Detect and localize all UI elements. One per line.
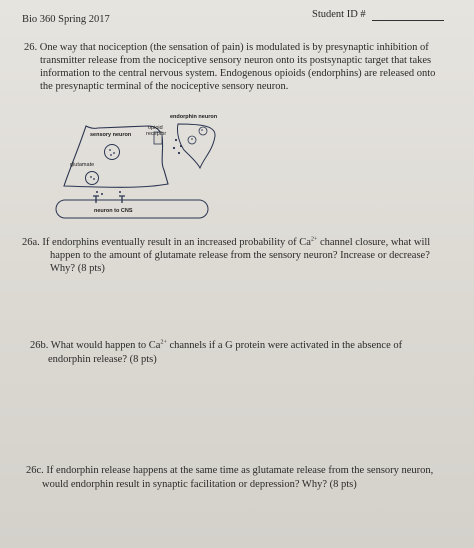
q26a-line-3: Why? (8 pts): [50, 263, 105, 274]
q26c-line-1: 26c. If endorphin release happens at the same time as glutamate release from the sensory neuron,: [26, 465, 434, 476]
student-id-blank-line: [372, 20, 444, 21]
vesicle-dot: [93, 178, 95, 180]
glutamate-molecule: [101, 193, 103, 195]
sensory-neuron-label: sensory neuron: [90, 132, 132, 138]
synapse-diagram: [50, 106, 226, 228]
vesicle-dot: [90, 176, 92, 178]
opioid-molecule: [175, 139, 177, 141]
endorphin-vesicle: [188, 136, 196, 144]
glutamate-molecule: [96, 191, 98, 193]
endorphin-neuron-label: endorphin neuron: [170, 114, 218, 120]
vesicle-dot: [113, 152, 115, 154]
q26-line-4: the presynaptic terminal of the nociceptive sensory neuron.: [40, 81, 289, 92]
opioid-molecule: [173, 147, 175, 149]
q26c-line-2: would endorphin result in synaptic facilitation or depression? Why? (8 pts): [42, 479, 357, 490]
glutamate-vesicle: [86, 172, 99, 185]
glutamate-vesicle: [105, 145, 120, 160]
q26b-line-2: endorphin release? (8 pts): [48, 354, 157, 365]
endorphin-neuron-outline: [177, 124, 215, 168]
vesicle-dot: [109, 149, 111, 151]
synapse-diagram-svg: [50, 106, 226, 228]
opioid-receptor-label-2: receptor: [146, 131, 167, 137]
opioid-receptor-label: opioid: [148, 125, 163, 131]
vesicle-dot: [201, 129, 203, 131]
q26-line-3: information to the central nervous system. Endogenous opioids (endorphins) are released onto: [40, 68, 436, 79]
q26a-line-2: happen to the amount of glutamate release from the sensory neuron? Increase or decrease?: [50, 250, 430, 261]
q26-line-1: 26. One way that nociception (the sensation of pain) is modulated is by presynaptic inhibition of: [24, 42, 429, 53]
q26a-line-1: 26a. If endorphins eventually result in an increased probability of $Ca^{2+}$ channel closure, what will: [22, 236, 431, 248]
opioid-molecule: [180, 145, 182, 147]
cns-neuron-label: neuron to CNS: [94, 208, 133, 214]
q26-line-2: transmitter release from the nociceptive sensory neuron onto its postsynaptic target that takes: [40, 55, 432, 66]
endorphin-vesicle: [199, 127, 207, 135]
vesicle-dot: [191, 138, 193, 140]
glutamate-molecule: [119, 191, 121, 193]
student-id-label: Student ID #: [312, 9, 366, 20]
glutamate-label: glutamate: [70, 162, 95, 168]
vesicle-dot: [110, 154, 112, 156]
opioid-molecule: [178, 152, 180, 154]
course-header: Bio 360 Spring 2017: [22, 14, 110, 25]
q26b-line-1: 26b. What would happen to $Ca^{2+}$ channels if a G protein were activated in the absence of: [30, 339, 403, 351]
